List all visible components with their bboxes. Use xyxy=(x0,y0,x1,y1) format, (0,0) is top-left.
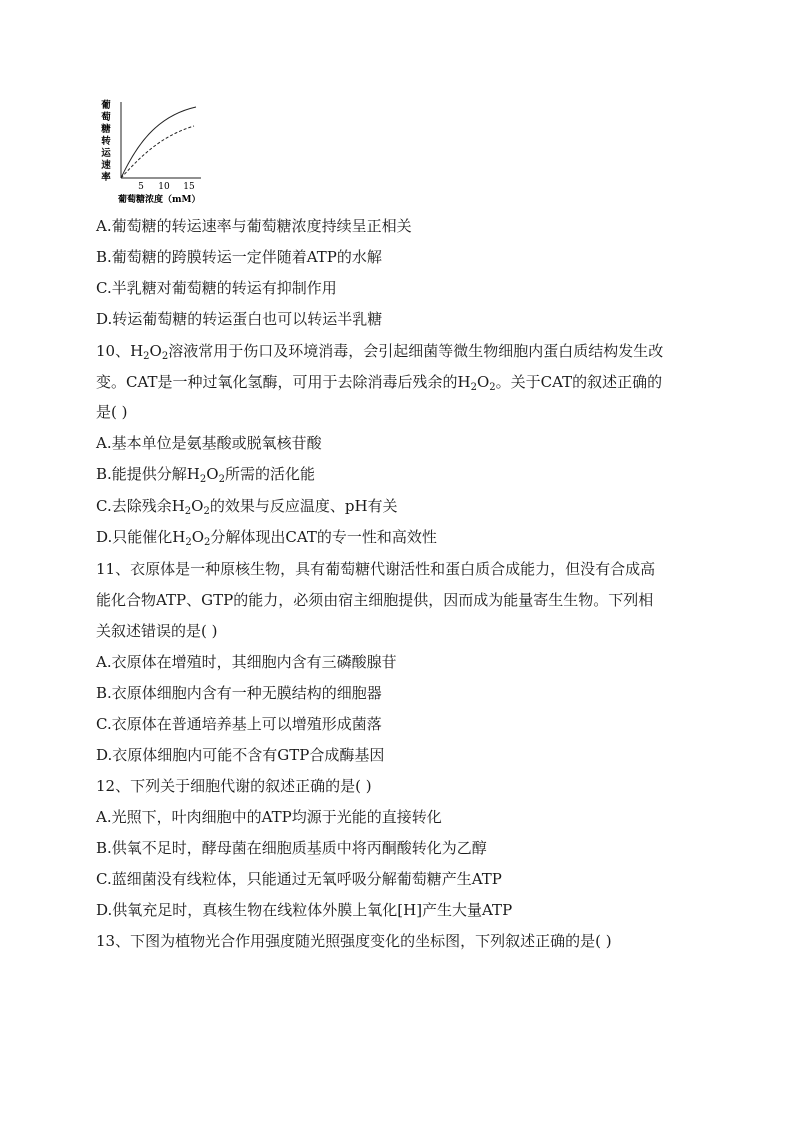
y-axis-label-char: 转 xyxy=(101,136,111,147)
q10-stem-line2 xyxy=(96,373,662,391)
q12-option-c: C.蓝细菌没有线粒体，只能通过无氧呼吸分解葡萄糖产生ATP xyxy=(96,870,502,888)
y-axis-label-char: 葡 xyxy=(101,100,111,111)
q11-option-c: C.衣原体在普通培养基上可以增殖形成菌落 xyxy=(96,715,382,733)
text-fragment: O xyxy=(191,497,204,515)
x-tick-label: 10 xyxy=(158,182,170,192)
subscript: 2 xyxy=(489,382,496,393)
q11-option-a: A.衣原体在增殖时，其细胞内含有三磷酸腺苷 xyxy=(96,653,397,671)
text-fragment: 。关于CAT的叙述正确的 xyxy=(495,373,663,391)
q11-option-d: D.衣原体细胞内可能不含有GTP合成酶基因 xyxy=(96,746,385,764)
y-axis-label-char: 率 xyxy=(101,172,111,183)
q11-stem-line2: 能化合物ATP、GTP的能力，必须由宿主细胞提供，因而成为能量寄生生物。下列相 xyxy=(96,591,654,609)
q10-option-d xyxy=(96,528,437,546)
q9-option-a: A.葡萄糖的转运速率与葡萄糖浓度持续呈正相关 xyxy=(96,217,412,235)
q10-option-c xyxy=(96,497,398,515)
q11-stem-line3: 关叙述错误的是( ) xyxy=(96,622,218,640)
text-fragment: O xyxy=(476,373,490,391)
q9-option-d: D.转运葡萄糖的转运蛋白也可以转运半乳糖 xyxy=(96,310,383,328)
subscript: 2 xyxy=(143,351,150,362)
y-axis-label-char: 运 xyxy=(101,148,111,159)
y-axis-label-char: 糖 xyxy=(101,124,111,135)
x-axis-label: 葡萄糖浓度（mM） xyxy=(118,195,201,205)
text-fragment: 变。CAT是一种过氧化氢酶，可用于去除消毒后残余的H xyxy=(96,373,471,391)
text-fragment: 分解体现出CAT的专一性和高效性 xyxy=(210,528,437,546)
text-fragment: O xyxy=(206,465,219,483)
subscript: 2 xyxy=(161,351,169,362)
q10-stem-line3: 是( ) xyxy=(96,403,128,421)
subscript: 2 xyxy=(218,474,225,485)
subscript: 2 xyxy=(185,537,192,548)
q11-option-b: B.衣原体细胞内含有一种无膜结构的细胞器 xyxy=(96,684,382,702)
text-fragment: B.能提供分解H xyxy=(96,465,200,483)
text-fragment: D.只能催化H xyxy=(96,528,186,546)
y-axis-label-char: 萄 xyxy=(101,112,111,123)
q10-stem-line1 xyxy=(96,342,663,360)
transport-rate-figure xyxy=(96,96,226,206)
text-fragment: O xyxy=(149,342,162,360)
q9-option-c: C.半乳糖对葡萄糖的转运有抑制作用 xyxy=(96,279,337,297)
text-fragment: 10、H xyxy=(96,342,144,360)
x-tick-label: 15 xyxy=(183,182,195,192)
q12-option-a: A.光照下，叶肉细胞中的ATP均源于光能的直接转化 xyxy=(96,808,442,826)
y-axis-label-char: 速 xyxy=(101,160,111,171)
q9-option-b: B.葡萄糖的跨膜转运一定伴随着ATP的水解 xyxy=(96,248,382,266)
dashed-curve xyxy=(121,126,194,178)
subscript: 2 xyxy=(184,506,192,517)
x-tick-label: 5 xyxy=(138,182,144,192)
q11-stem-line1: 11、衣原体是一种原核生物，具有葡萄糖代谢活性和蛋白质合成能力，但没有合成高 xyxy=(96,560,656,578)
text-fragment: C.去除残余H xyxy=(96,497,185,515)
q12-stem: 12、下列关于细胞代谢的叙述正确的是( ) xyxy=(96,777,372,795)
q10-option-a: A.基本单位是氨基酸或脱氧核苷酸 xyxy=(96,434,322,452)
text-fragment: 的效果与反应温度、pH有关 xyxy=(209,497,398,515)
subscript: 2 xyxy=(199,474,207,485)
q12-option-d: D.供氧充足时，真核生物在线粒体外膜上氧化[H]产生大量ATP xyxy=(96,901,513,919)
q12-option-b: B.供氧不足时，酵母菌在细胞质基质中将丙酮酸转化为乙醇 xyxy=(96,839,487,857)
subscript: 2 xyxy=(204,537,211,548)
text-fragment: 溶液常用于伤口及环境消毒，会引起细菌等微生物细胞内蛋白质结构发生改 xyxy=(168,342,664,360)
transport-rate-graph xyxy=(96,96,226,206)
q13-stem: 13、下图为植物光合作用强度随光照强度变化的坐标图，下列叙述正确的是( ) xyxy=(96,932,612,950)
subscript: 2 xyxy=(203,506,210,517)
text-fragment: 所需的活化能 xyxy=(224,465,315,483)
text-fragment: O xyxy=(191,528,205,546)
solid-curve xyxy=(121,107,196,178)
subscript: 2 xyxy=(470,382,477,393)
q10-option-b xyxy=(96,465,315,483)
